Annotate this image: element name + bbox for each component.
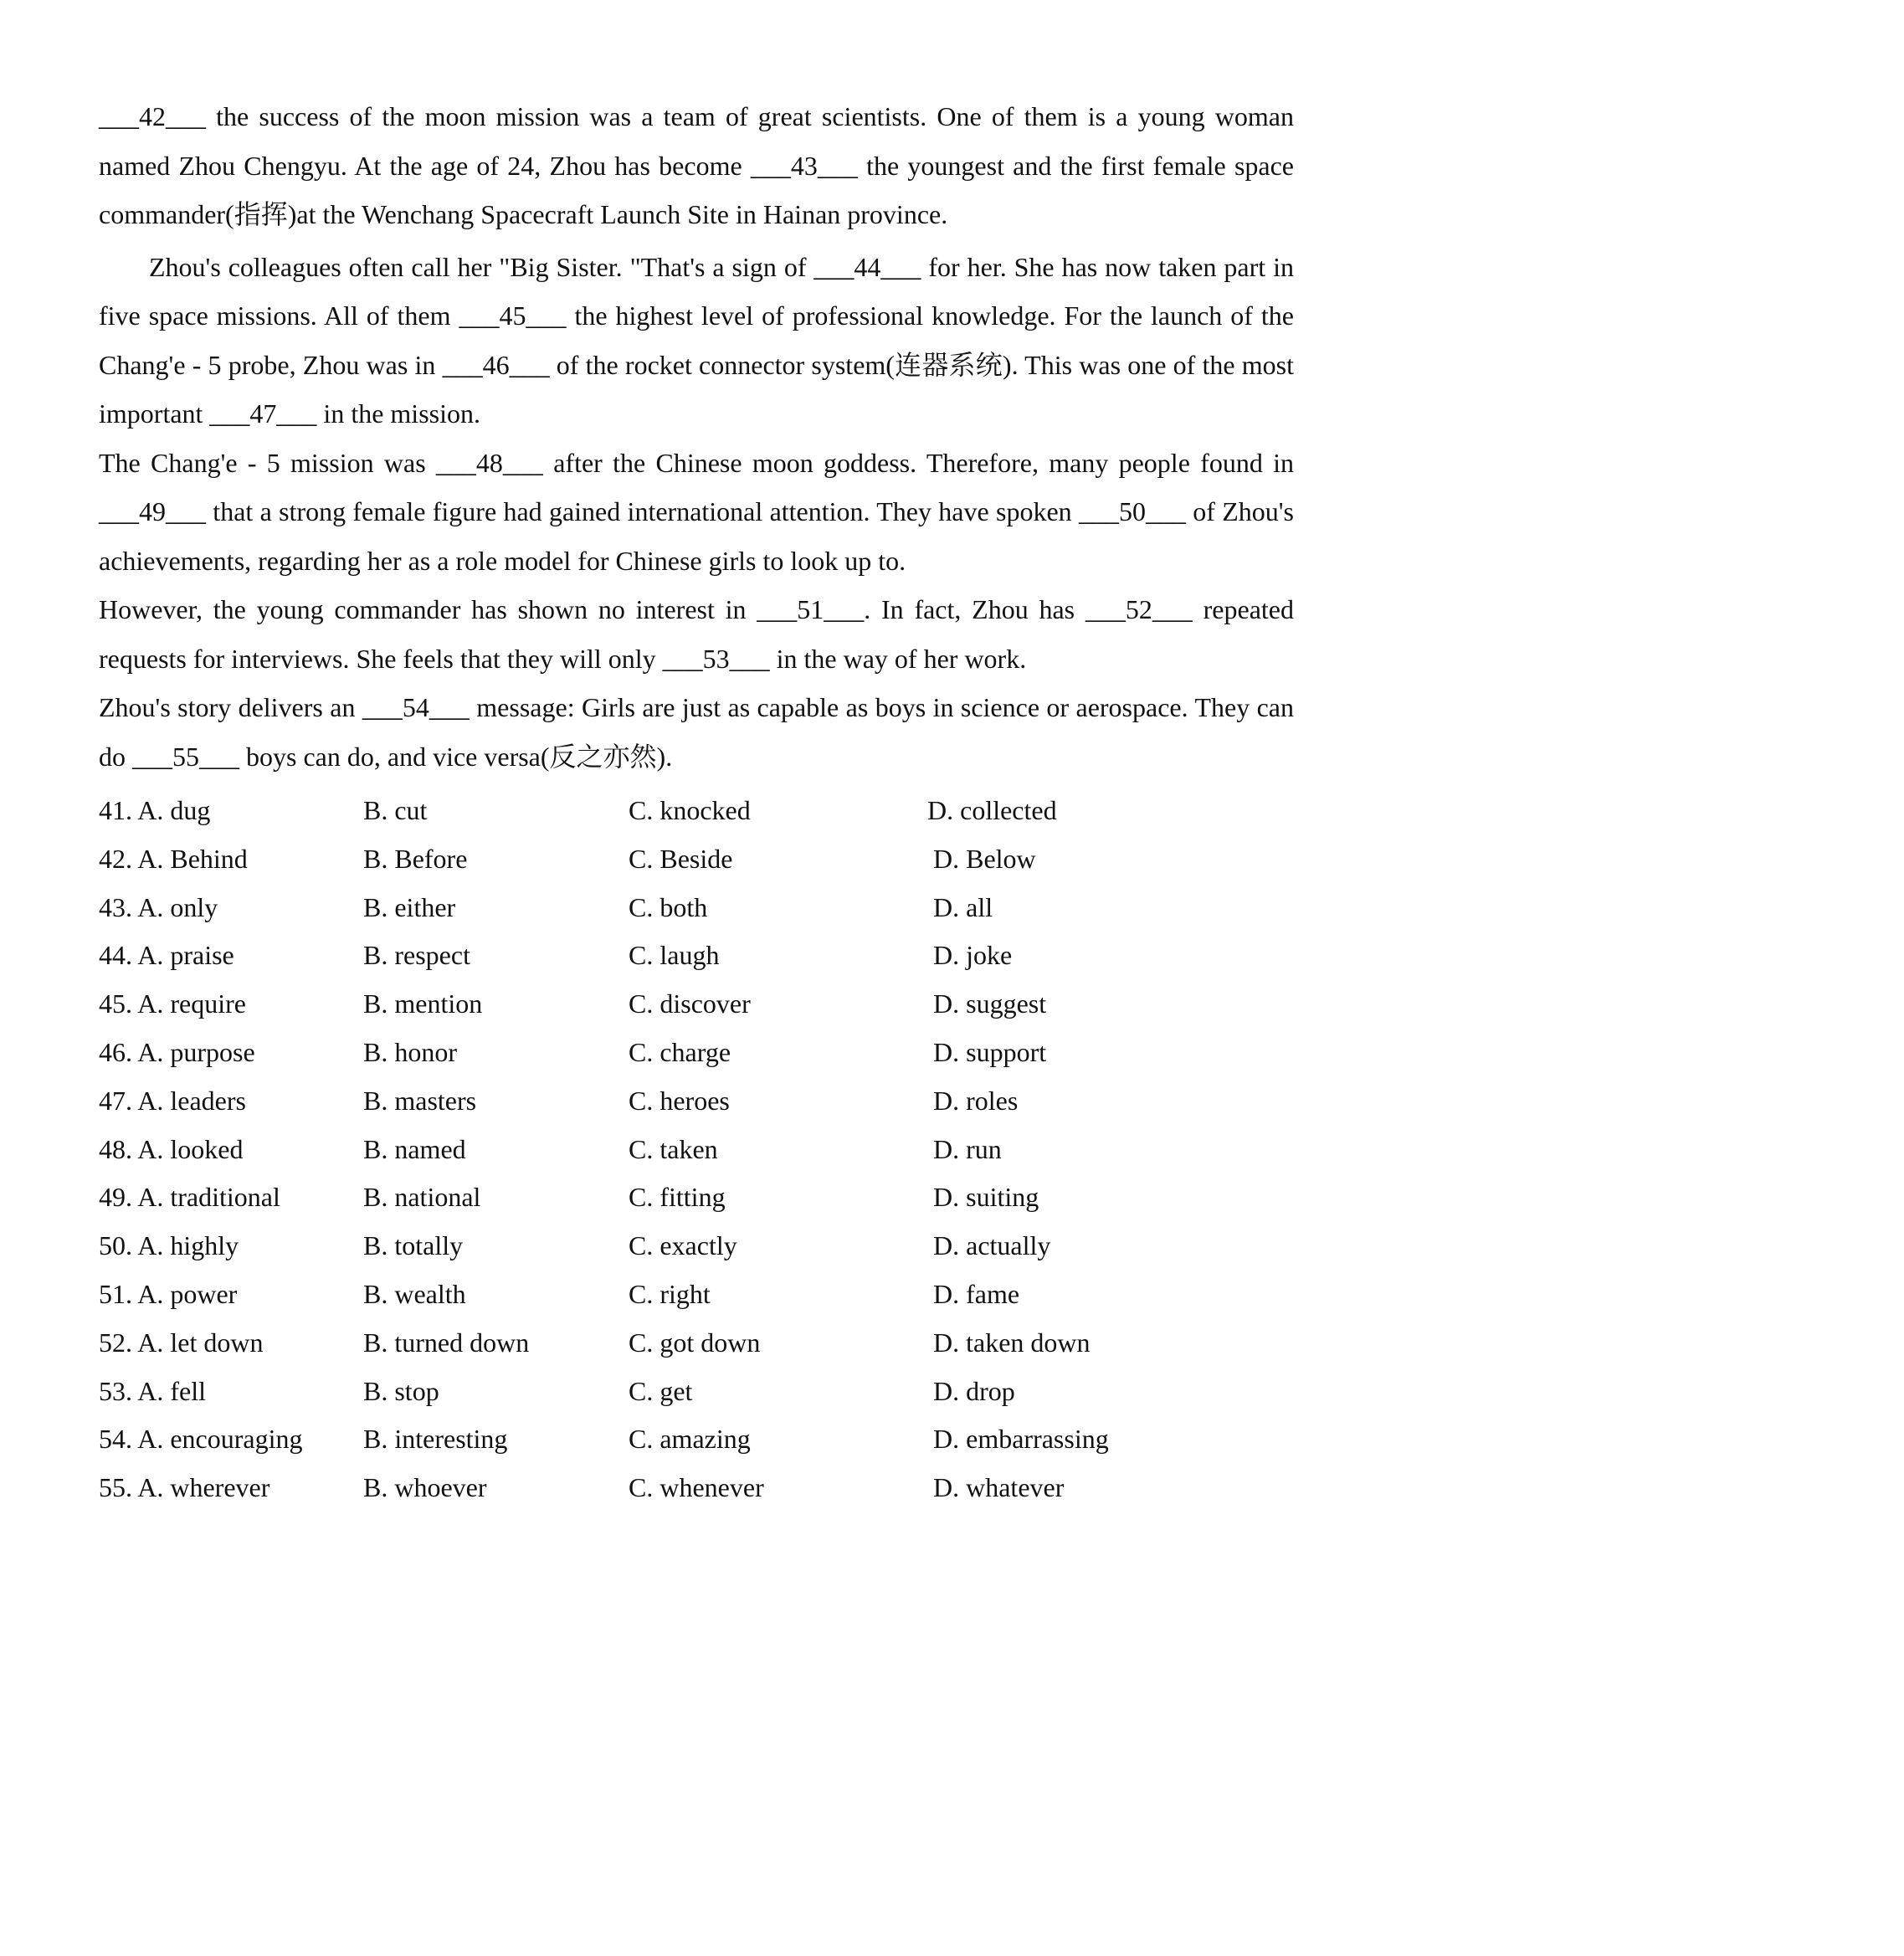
option-a: 51. A. power (99, 1278, 238, 1309)
question-options-row (99, 1077, 1270, 1126)
option-a: 52. A. let down (99, 1327, 264, 1358)
option-a: 48. A. looked (99, 1133, 244, 1164)
option-b: B. cut (363, 795, 428, 825)
question-options-row (99, 787, 1270, 835)
passage-paragraph: Zhou's story delivers an ___54___ message: Girls are just as capable as boys in science or aerospace. They can do ___55___ boys can do, and vice versa(反之亦然). (99, 692, 1294, 772)
option-c: C. get (629, 1375, 693, 1406)
passage-paragraph: However, the young commander has shown no interest in ___51___. In fact, Zhou has ___52___ repeated requests for interviews. She feels that they will only ___53___ in the way of her work. (99, 594, 1294, 674)
option-b: B. stop (363, 1375, 439, 1406)
question-options-row (99, 1368, 1270, 1416)
option-a: 44. A. praise (99, 940, 234, 971)
question-options-row (99, 1464, 1270, 1512)
question-options-row (99, 1126, 1270, 1174)
question-options-row (99, 1173, 1270, 1222)
option-c: C. laugh (629, 940, 720, 971)
option-a: 47. A. leaders (99, 1085, 246, 1116)
option-b: B. Before (363, 843, 468, 874)
option-d: D. taken down (933, 1327, 1091, 1358)
option-d: D. suiting (933, 1182, 1039, 1213)
option-b: B. whoever (363, 1472, 487, 1503)
passage-paragraph: The Chang'e - 5 mission was ___48___ after the Chinese moon goddess. Therefore, many people found in ___49___ that a strong female figure had gained international attention. They have spoken ___50___ of Zhou's achievements, regarding her as a role model for Chinese girls to look up to. (99, 447, 1294, 576)
question-options-row (99, 1271, 1270, 1319)
passage-paragraph: ___42___ the success of the moon mission was a team of great scientists. One of them is a young woman named Zhou Chengyu. At the age of 24, Zhou has become ___43___ the youngest and the first female space commander(指挥)at the Wenchang Spacecraft Launch Site in Hainan province. (99, 101, 1294, 229)
option-d: D. joke (933, 940, 1013, 971)
option-d: D. drop (933, 1375, 1015, 1406)
question-options-row (99, 884, 1270, 932)
option-a: 55. A. wherever (99, 1472, 270, 1503)
option-b: B. named (363, 1133, 466, 1164)
option-c: C. taken (629, 1133, 718, 1164)
option-b: B. respect (363, 940, 470, 971)
option-d: D. support (933, 1036, 1047, 1067)
option-a: 42. A. Behind (99, 843, 248, 874)
option-a: 46. A. purpose (99, 1036, 255, 1067)
question-options-row (99, 1415, 1270, 1464)
option-d: D. actually (933, 1230, 1051, 1261)
option-b: B. masters (363, 1085, 477, 1116)
option-a: 45. A. require (99, 988, 246, 1019)
option-c: C. heroes (629, 1085, 730, 1116)
option-c: C. whenever (629, 1472, 764, 1503)
option-c: C. charge (629, 1036, 731, 1067)
option-c: C. discover (629, 988, 751, 1019)
question-options-row (99, 1319, 1270, 1368)
option-a: 53. A. fell (99, 1375, 206, 1406)
answer-options-list (99, 787, 1270, 1512)
option-a: 50. A. highly (99, 1230, 239, 1261)
option-d: D. fame (933, 1278, 1020, 1309)
option-a: 41. A. dug (99, 795, 211, 825)
option-c: C. both (629, 891, 708, 922)
option-b: B. interesting (363, 1424, 508, 1455)
option-d: D. suggest (933, 988, 1047, 1019)
option-b: B. totally (363, 1230, 464, 1261)
option-c: C. fitting (629, 1182, 726, 1213)
option-c: C. right (629, 1278, 711, 1309)
option-d: D. embarrassing (933, 1424, 1109, 1455)
option-d: D. roles (933, 1085, 1019, 1116)
cloze-passage (99, 92, 1294, 781)
option-b: B. either (363, 891, 456, 922)
option-c: C. got down (629, 1327, 761, 1358)
option-c: C. Beside (629, 843, 733, 874)
question-options-row (99, 1222, 1270, 1271)
option-d: D. run (933, 1133, 1002, 1164)
question-options-row (99, 1029, 1270, 1077)
option-b: B. national (363, 1182, 481, 1213)
question-options-row (99, 835, 1270, 884)
option-a: 43. A. only (99, 891, 218, 922)
option-c: C. amazing (629, 1424, 751, 1455)
question-options-row (99, 932, 1270, 980)
passage-paragraph: Zhou's colleagues often call her "Big Sister. "That's a sign of ___44___ for her. She has now taken part in five space missions. All of them ___45___ the highest level of professional knowledge. For the launch of the Chang'e - 5 probe, Zhou was in ___46___ of the rocket connector system(连器系统). This was one of the most important ___47___ in the mission. (99, 251, 1294, 429)
option-a: 49. A. traditional (99, 1182, 280, 1213)
option-b: B. honor (363, 1036, 457, 1067)
option-b: B. wealth (363, 1278, 466, 1309)
option-b: B. turned down (363, 1327, 530, 1358)
option-d: D. Below (933, 843, 1036, 874)
option-d: D. all (933, 891, 993, 922)
question-options-row (99, 980, 1270, 1029)
option-c: C. knocked (629, 795, 751, 825)
option-a: 54. A. encouraging (99, 1424, 303, 1455)
option-b: B. mention (363, 988, 483, 1019)
option-d: D. whatever (933, 1472, 1065, 1503)
option-d: D. collected (927, 795, 1057, 825)
option-c: C. exactly (629, 1230, 737, 1261)
